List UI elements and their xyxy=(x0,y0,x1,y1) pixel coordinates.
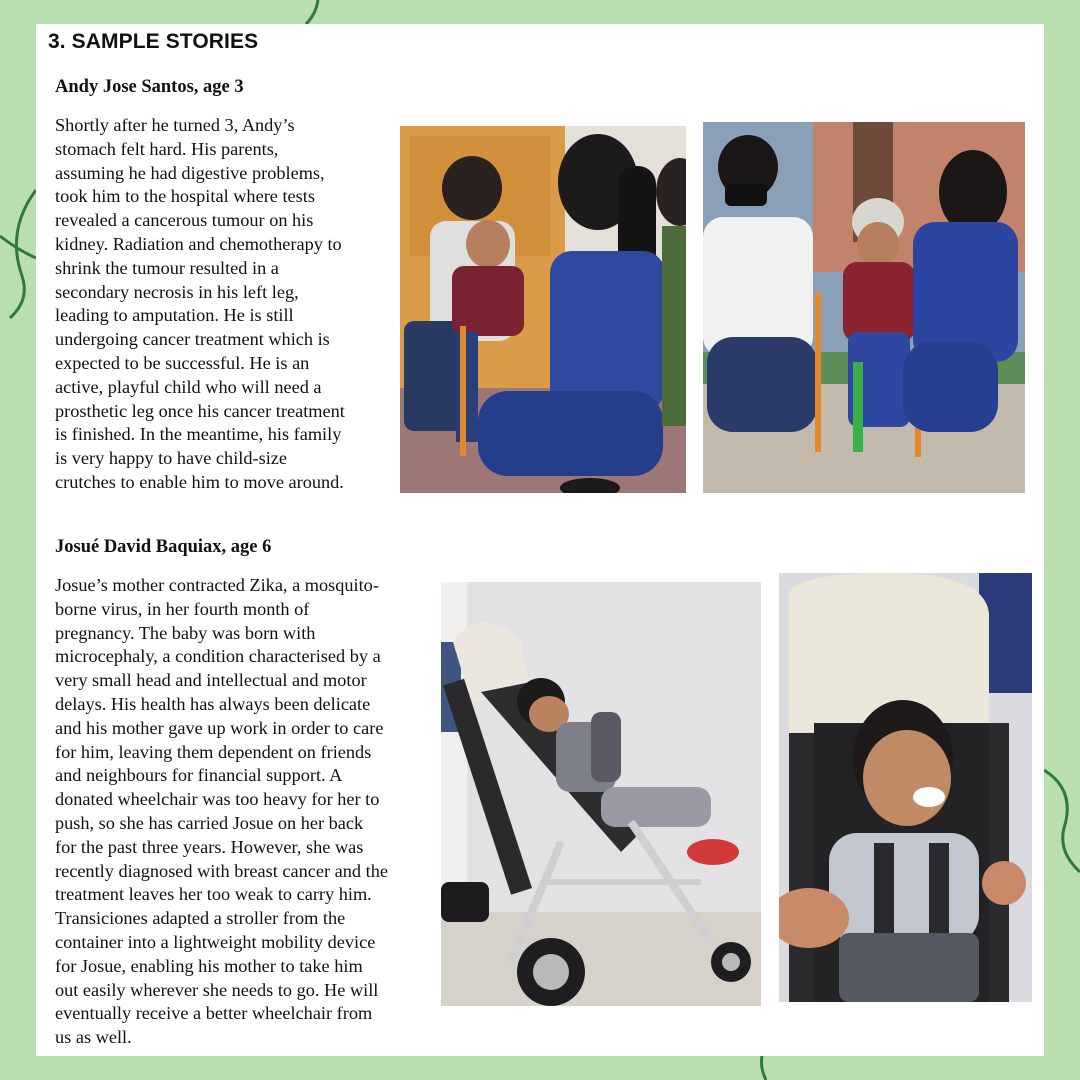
story-line: treatment leaves her too weak to carry him. xyxy=(55,884,372,905)
story-line: eventually receive a better wheelchair from xyxy=(55,1003,373,1024)
story-line: push, so she has carried Josue on her back xyxy=(55,812,364,833)
story-line: secondary necrosis in his left leg, xyxy=(55,281,299,302)
story-line: pregnancy. The baby was born with xyxy=(55,622,316,643)
story-line: assuming he had digestive problems, xyxy=(55,162,325,183)
story-line: Transiciones adapted a stroller from the xyxy=(55,908,346,929)
story-line: and his mother gave up work in order to care xyxy=(55,717,384,738)
story-line: prosthetic leg once his cancer treatment xyxy=(55,400,345,421)
story-title-andy: Andy Jose Santos, age 3 xyxy=(55,77,244,97)
story-line: out easily wherever she needs to go. He will xyxy=(55,979,379,1000)
photo-josue-in-stroller-side xyxy=(441,582,761,1006)
story-line: very small head and intellectual and motor xyxy=(55,670,367,691)
story-line: borne virus, in her fourth month of xyxy=(55,598,310,619)
story-line: is very happy to have child-size xyxy=(55,448,287,469)
story-line: stomach felt hard. His parents, xyxy=(55,138,279,159)
story-line: microcephaly, a condition characterised by a xyxy=(55,646,381,667)
section-heading: 3. SAMPLE STORIES xyxy=(48,30,259,53)
story-line: undergoing cancer treatment which is xyxy=(55,329,330,350)
story-line: recently diagnosed with breast cancer and the xyxy=(55,860,388,881)
story-line: for Josue, enabling his mother to take him xyxy=(55,955,363,976)
photo-josue-in-stroller-front xyxy=(779,573,1032,1002)
story-line: and neighbours for financial support. A xyxy=(55,765,343,786)
document-page xyxy=(36,24,1044,1056)
story-title-josue: Josué David Baquiax, age 6 xyxy=(55,537,272,557)
story-body-andy xyxy=(55,114,345,495)
story-line: active, playful child who will need a xyxy=(55,376,322,397)
story-line: is finished. In the meantime, his family xyxy=(55,424,342,445)
story-line: crutches to enable him to move around. xyxy=(55,471,344,492)
photo-andy-with-nurses-indoors xyxy=(400,126,686,493)
photo-andy-with-crutches-outdoors xyxy=(703,122,1025,493)
story-line: Josue’s mother contracted Zika, a mosquito- xyxy=(55,575,379,595)
story-line: Shortly after he turned 3, Andy’s xyxy=(55,115,295,135)
story-line: shrink the tumour resulted in a xyxy=(55,257,279,278)
story-line: leading to amputation. He is still xyxy=(55,305,294,326)
story-line: revealed a cancerous tumour on his xyxy=(55,210,314,231)
story-line: donated wheelchair was too heavy for her to xyxy=(55,789,380,810)
story-line: took him to the hospital where tests xyxy=(55,186,315,207)
story-line: us as well. xyxy=(55,1027,132,1048)
story-line: expected to be successful. He is an xyxy=(55,352,310,373)
story-line: for him, leaving them dependent on friends xyxy=(55,741,372,762)
story-line: delays. His health has always been delicate xyxy=(55,693,371,714)
story-body-josue xyxy=(55,574,388,1050)
story-line: container into a lightweight mobility device xyxy=(55,931,376,952)
story-line: for the past three years. However, she was xyxy=(55,836,364,857)
story-line: kidney. Radiation and chemotherapy to xyxy=(55,233,342,254)
